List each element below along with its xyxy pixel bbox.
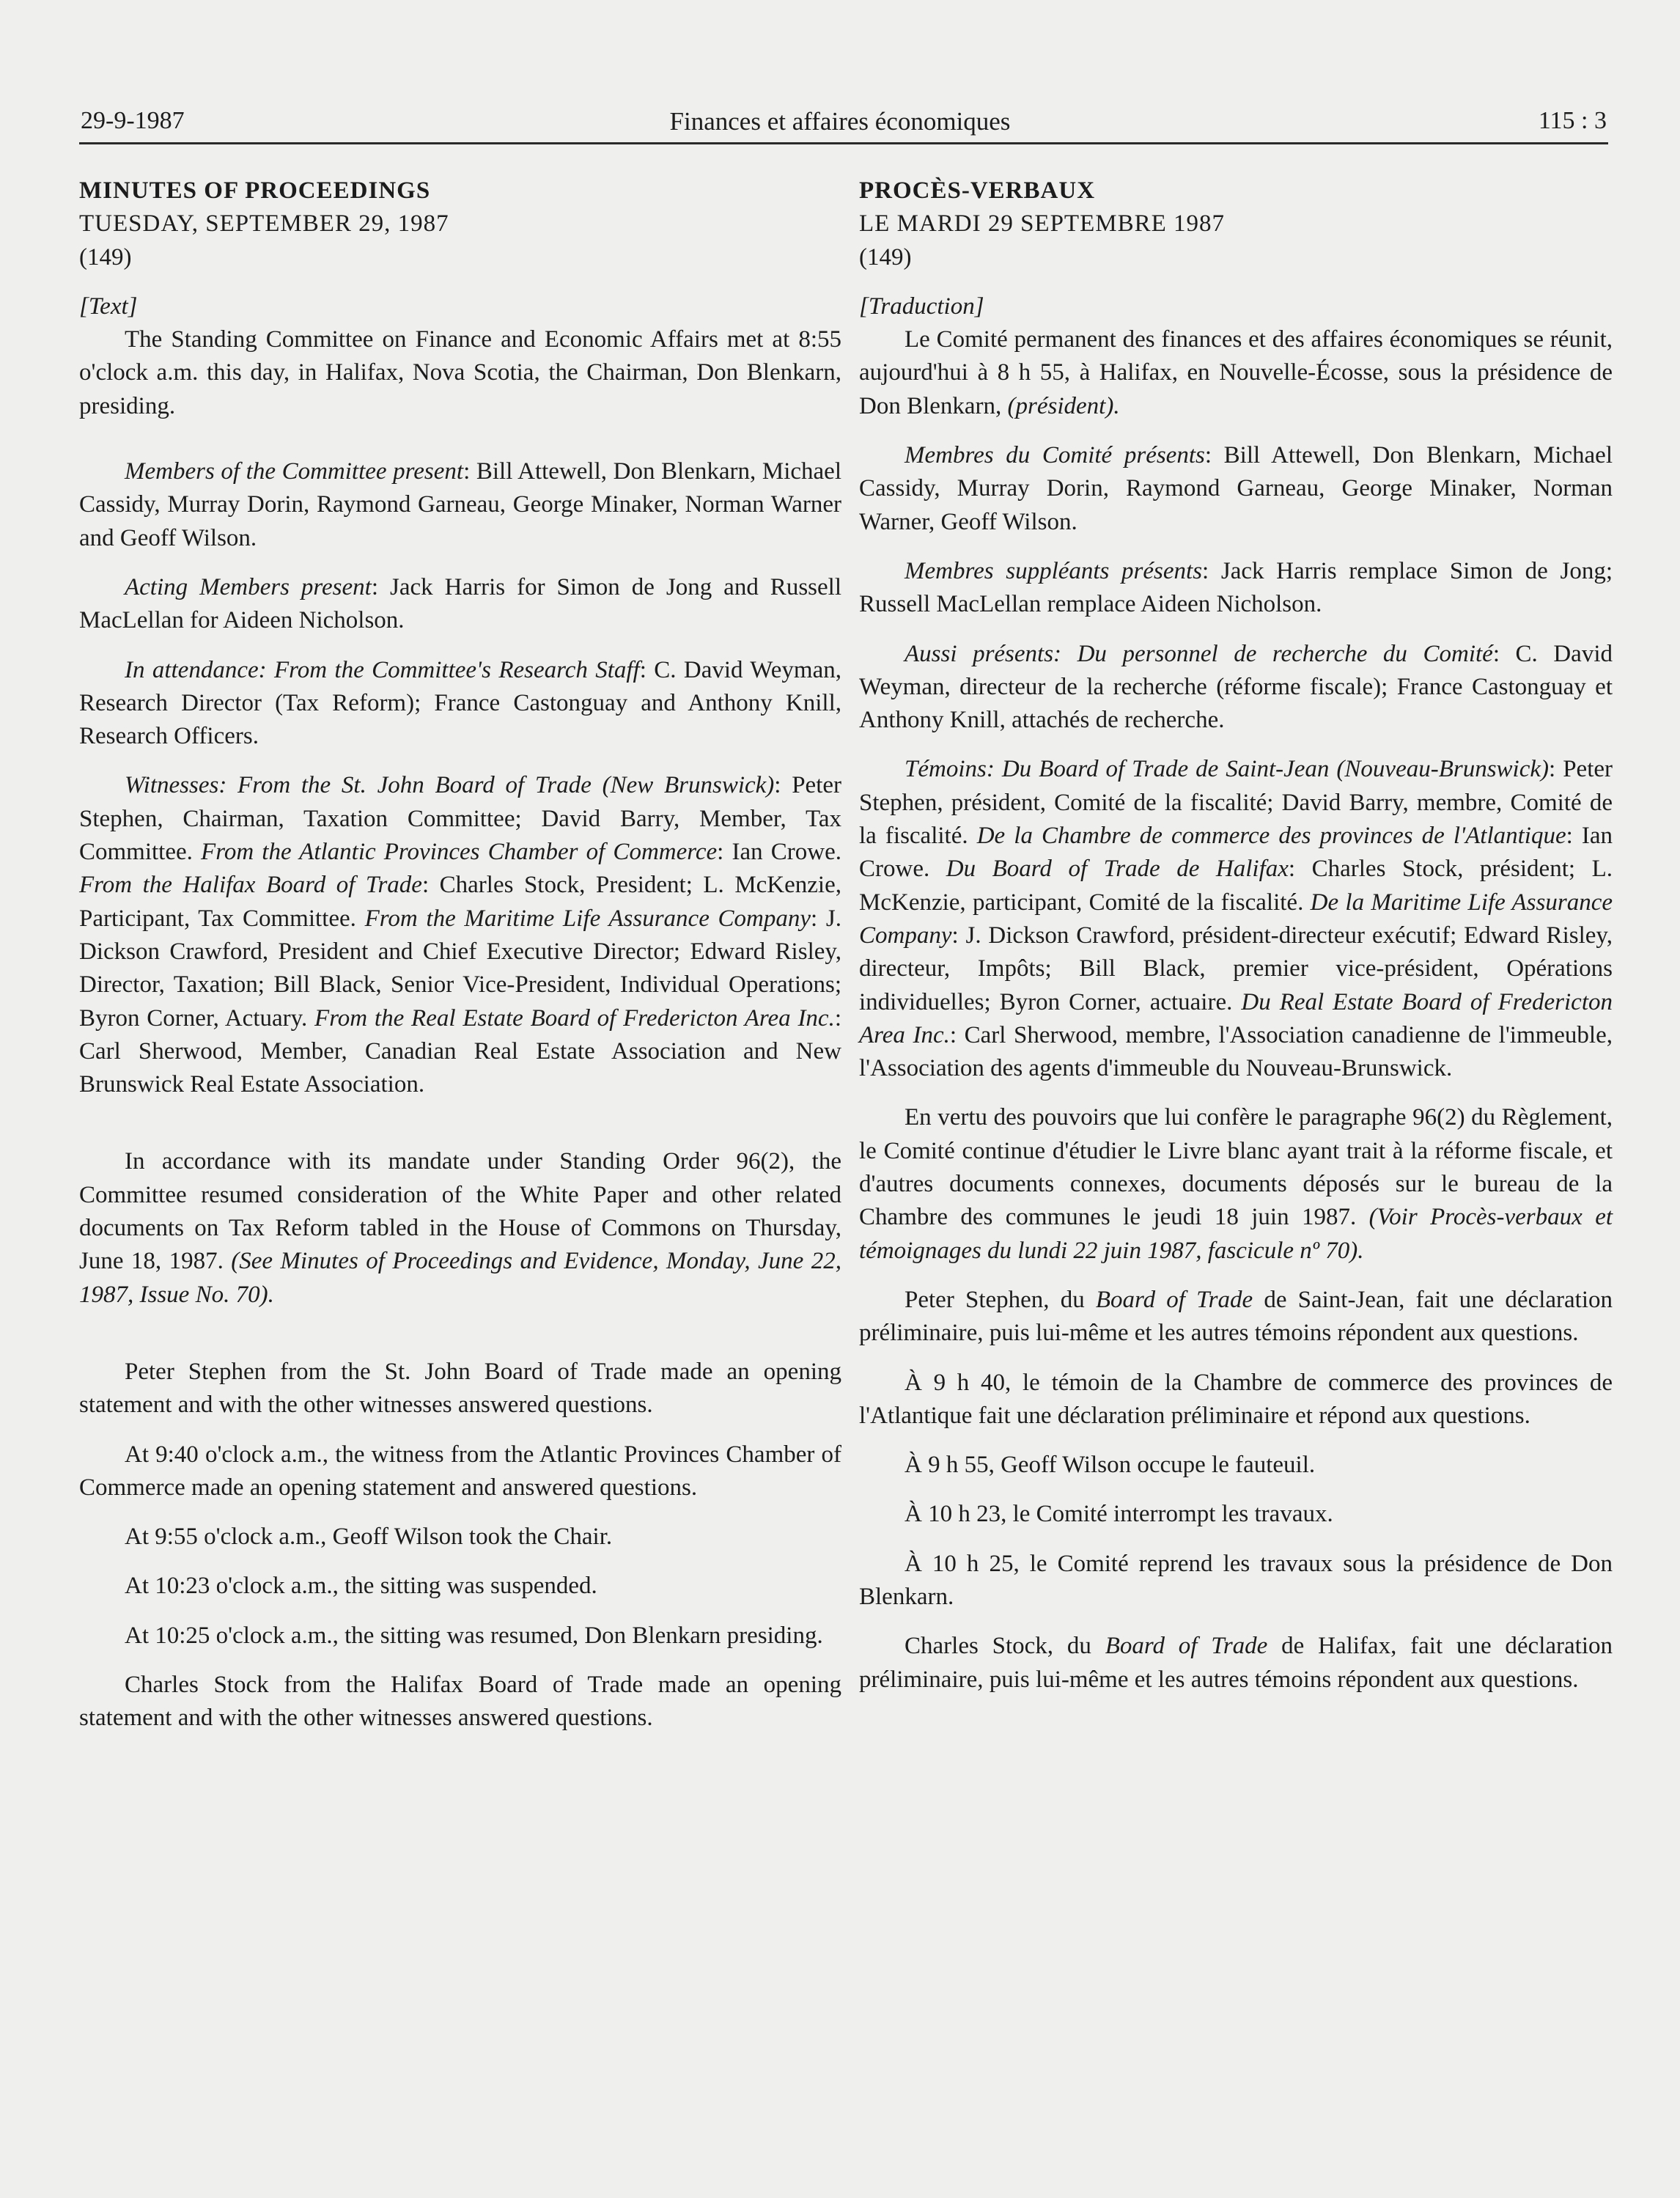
english-0940-paragraph: At 9:40 o'clock a.m., the witness from the Atlantic Provinces Chamber of Commerce made an opening statement and answered questions. xyxy=(79,1441,841,1501)
header-title: Finances et affaires économiques xyxy=(669,107,1011,136)
french-members-paragraph: Membres du Comité présents: Bill Attewell, Don Blenkarn, Michael Cassidy, Murray Dorin, Raymond Garneau, George Minaker, Norman Warner, Geoff Wilson. xyxy=(859,442,1613,535)
french-heading: PROCÈS-VERBAUX xyxy=(859,177,1096,204)
english-heading: MINUTES OF PROCEEDINGS xyxy=(79,177,431,204)
english-acting-members-paragraph: Acting Members present: Jack Harris for Simon de Jong and Russell MacLellan for Aideen Nicholson. xyxy=(79,573,841,634)
english-date-line: TUESDAY, SEPTEMBER 29, 1987 xyxy=(79,210,449,238)
french-column xyxy=(859,174,1613,1697)
english-1023-paragraph: At 10:23 o'clock a.m., the sitting was suspended. xyxy=(125,1573,597,1600)
french-1023-paragraph: À 10 h 23, le Comité interrompt les travaux. xyxy=(905,1501,1333,1528)
french-0955-paragraph: À 9 h 55, Geoff Wilson occupe le fauteuil. xyxy=(905,1452,1316,1479)
english-column xyxy=(79,174,841,1735)
english-members-paragraph: Members of the Committee present: Bill Attewell, Don Blenkarn, Michael Cassidy, Murray Dorin, Raymond Garneau, George Minaker, Norman Warner and Geoff Wilson. xyxy=(79,458,841,551)
french-date-line: LE MARDI 29 SEPTEMBRE 1987 xyxy=(859,210,1226,238)
english-text-tag: [Text] xyxy=(79,293,138,320)
french-stephen-paragraph: Peter Stephen, du Board of Trade de Saint-Jean, fait une déclaration préliminaire, puis lui-même et les autres témoins répondent aux questions. xyxy=(859,1286,1613,1347)
english-attendance-paragraph: In attendance: From the Committee's Research Staff: C. David Weyman, Research Director (Tax Reform); France Castonguay and Anthony Knill, Research Officers. xyxy=(79,656,841,750)
french-1025-paragraph: À 10 h 25, le Comité reprend les travaux sous la présidence de Don Blenkarn. xyxy=(859,1550,1613,1610)
french-attendance-paragraph: Aussi présents: Du personnel de recherche du Comité: C. David Weyman, directeur de la recherche (réforme fiscale); France Castonguay et Anthony Knill, attachés de recherche. xyxy=(859,640,1613,734)
english-sitting-number: (149) xyxy=(79,243,132,271)
english-meeting-paragraph: The Standing Committee on Finance and Economic Affairs met at 8:55 o'clock a.m. this day, in Halifax, Nova Scotia, the Chairman, Don Blenkarn, presiding. xyxy=(79,326,841,419)
header-rule xyxy=(79,142,1608,144)
english-mandate-paragraph: In accordance with its mandate under Standing Order 96(2), the Committee resumed consideration of the White Paper and other related documents on Tax Reform tabled in the House of Commons on Thursday, June 18, 1987. (See Minutes of Proceedings and Evidence, Monday, June 22, 1987, Issue No. 70). xyxy=(79,1148,841,1308)
french-acting-members-paragraph: Membres suppléants présents: Jack Harris remplace Simon de Jong; Russell MacLellan remplace Aideen Nicholson. xyxy=(859,557,1613,618)
english-1025-paragraph: At 10:25 o'clock a.m., the sitting was resumed, Don Blenkarn presiding. xyxy=(125,1622,823,1649)
header-date: 29-9-1987 xyxy=(81,107,185,134)
french-stock-paragraph: Charles Stock, du Board of Trade de Halifax, fait une déclaration préliminaire, puis lui-même et les autres témoins répondent aux questions. xyxy=(859,1633,1613,1693)
french-0940-paragraph: À 9 h 40, le témoin de la Chambre de commerce des provinces de l'Atlantique fait une déclaration préliminaire et répond aux questions. xyxy=(859,1369,1613,1429)
french-mandate-paragraph: En vertu des pouvoirs que lui confère le paragraphe 96(2) du Règlement, le Comité continue d'étudier le Livre blanc ayant trait à la réforme fiscale, et d'autres documents connexes, documents déposés sur le bureau de la Chambre des communes le jeudi 18 juin 1987. (Voir Procès-verbaux et témoignages du lundi 22 juin 1987, fascicule nº 70). xyxy=(859,1104,1613,1264)
french-meeting-paragraph: Le Comité permanent des finances et des affaires économiques se réunit, aujourd'hui à 8 h 55, à Halifax, en Nouvelle-Écosse, sous la présidence de Don Blenkarn, (président). xyxy=(859,326,1613,419)
french-sitting-number: (149) xyxy=(859,243,912,271)
english-stephen-paragraph: Peter Stephen from the St. John Board of Trade made an opening statement and with the other witnesses answered questions. xyxy=(79,1358,841,1419)
english-stock-paragraph: Charles Stock from the Halifax Board of Trade made an opening statement and with the other witnesses answered questions. xyxy=(79,1671,841,1732)
english-0955-paragraph: At 9:55 o'clock a.m., Geoff Wilson took the Chair. xyxy=(125,1523,613,1551)
header-page-number: 115 : 3 xyxy=(1538,107,1607,134)
french-witnesses-paragraph: Témoins: Du Board of Trade de Saint-Jean (Nouveau-Brunswick): Peter Stephen, président, Comité de la fiscalité; David Barry, membre, Comité de la fiscalité. De la Chambre de commerce des provinces de l'Atlantique: Ian Crowe. Du Board of Trade de Halifax: Charles Stock, président; L. McKenzie, participant, Comité de la fiscalité. De la Maritime Life Assurance Company: J. Dickson Crawford, président-directeur exécutif; Edward Risley, directeur, Impôts; Bill Black, premier vice-président, Opérations individuelles; Byron Corner, actuaire. Du Real Estate Board of Fredericton Area Inc.: Carl Sherwood, membre, l'Association canadienne de l'immeuble, l'Association des agents d'immeuble du Nouveau-Brunswick. xyxy=(859,756,1613,1082)
french-text-tag: [Traduction] xyxy=(859,293,984,320)
english-witnesses-paragraph: Witnesses: From the St. John Board of Trade (New Brunswick): Peter Stephen, Chairman, Taxation Committee; David Barry, Member, Tax Committee. From the Atlantic Provinces Chamber of Commerce: Ian Crowe. From the Halifax Board of Trade: Charles Stock, President; L. McKenzie, Participant, Tax Committee. From the Maritime Life Assurance Company: J. Dickson Crawford, President and Chief Executive Director; Edward Risley, Director, Taxation; Bill Black, Senior Vice-President, Individual Operations; Byron Corner, Actuary. From the Real Estate Board of Fredericton Area Inc.: Carl Sherwood, Member, Canadian Real Estate Association and New Brunswick Real Estate Association. xyxy=(79,772,842,1098)
